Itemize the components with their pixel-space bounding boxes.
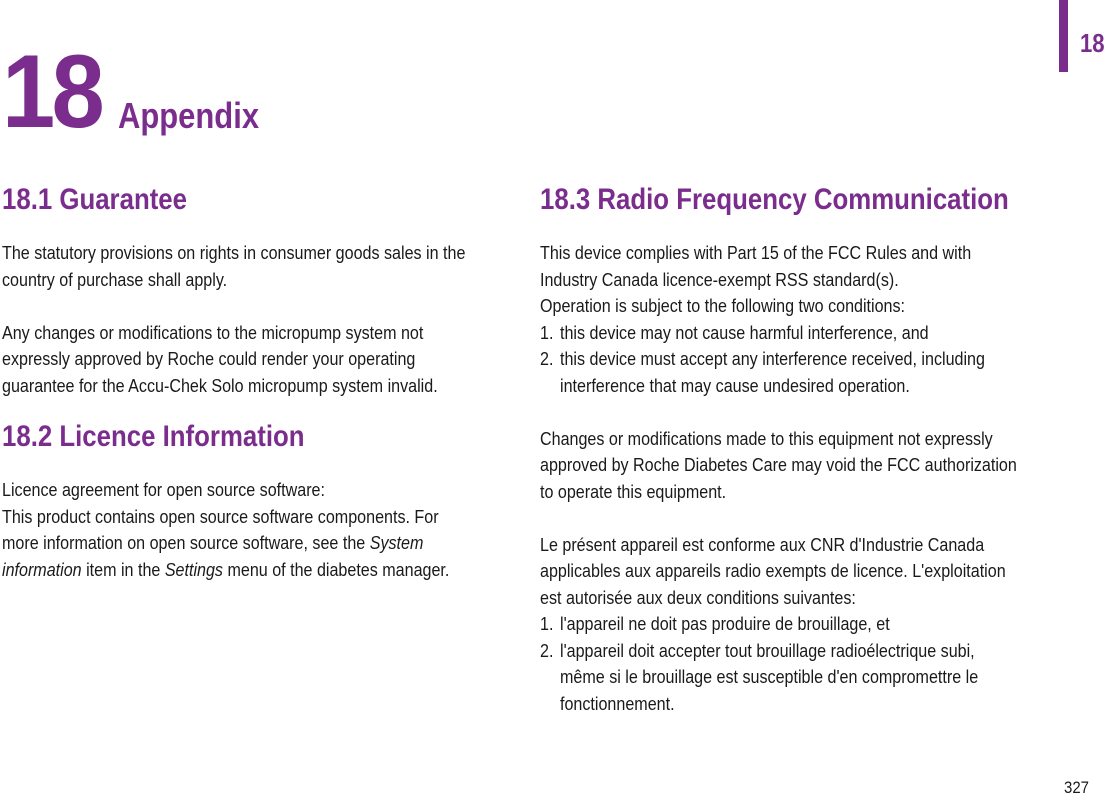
chapter-number: 18 bbox=[2, 34, 102, 150]
guarantee-paragraph-2-line-1: Any changes or modifications to the micropump system not bbox=[2, 321, 424, 343]
chapter-title: Appendix bbox=[118, 95, 260, 136]
licence-line-3 bbox=[2, 530, 444, 557]
fcc-line-1: This device complies with Part 15 of the FCC Rules and with bbox=[540, 242, 972, 263]
left-column bbox=[2, 180, 510, 583]
licence-line-4 bbox=[2, 557, 450, 584]
list-number: 1. bbox=[540, 321, 554, 343]
fcc-line-3: Operation is subject to the following two conditions: bbox=[540, 295, 906, 316]
fcc-condition-1 bbox=[540, 320, 992, 347]
guarantee-paragraph-2-line-2: expressly approved by Roche could render your operating bbox=[2, 348, 416, 369]
french-line-2: applicables aux appareils radio exempts de licence. L'exploitation bbox=[540, 560, 1006, 581]
page-number: 327 bbox=[1064, 778, 1089, 797]
radio-frequency-heading: 18.3 Radio Frequency Communication bbox=[540, 183, 1009, 216]
fcc-changes-line-1: Changes or modifications made to this equipment not expressly bbox=[540, 427, 993, 449]
chapter-tab-number: 18 bbox=[1080, 28, 1105, 58]
fcc-changes-line-2: approved by Roche Diabetes Care may void the FCC authorization bbox=[540, 454, 1017, 475]
fcc-condition-2 bbox=[540, 346, 992, 373]
fcc-condition-2-continued bbox=[540, 373, 992, 400]
list-text: l'appareil ne doit pas produire de brouillage, et bbox=[560, 613, 890, 634]
list-text: l'appareil doit accepter tout brouillage radioélectrique subi, bbox=[560, 639, 975, 661]
list-text: fonctionnement. bbox=[560, 692, 675, 714]
list-number: 2. bbox=[540, 639, 554, 661]
chapter-tab-bar bbox=[1059, 0, 1068, 72]
licence-line-1: Licence agreement for open source software: bbox=[2, 479, 325, 500]
list-number: 1. bbox=[540, 613, 554, 634]
guarantee-paragraph-1-line-2: country of purchase shall apply. bbox=[2, 268, 228, 290]
licence-line-4-text-a: item in the bbox=[81, 558, 165, 580]
licence-line-2: This product contains open source software components. For bbox=[2, 505, 439, 527]
licence-line-4-text-b: menu of the diabetes manager. bbox=[222, 558, 450, 580]
french-line-1: Le présent appareil est conforme aux CNR d'Industrie Canada bbox=[540, 533, 985, 555]
french-condition-1 bbox=[540, 611, 992, 638]
french-condition-2-continued-2 bbox=[540, 691, 992, 718]
french-line-3: est autorisée aux deux conditions suivantes: bbox=[540, 586, 856, 608]
list-text: même si le brouillage est susceptible d'en compromettre le bbox=[560, 666, 979, 687]
fcc-line-2: Industry Canada licence-exempt RSS standard(s). bbox=[540, 268, 899, 290]
list-text: this device may not cause harmful interference, and bbox=[560, 321, 929, 343]
french-condition-2 bbox=[540, 638, 992, 665]
list-number: 2. bbox=[540, 348, 554, 369]
licence-heading: 18.2 Licence Information bbox=[2, 420, 305, 453]
guarantee-heading: 18.1 Guarantee bbox=[2, 183, 188, 216]
guarantee-paragraph-2-line-3: guarantee for the Accu-Chek Solo micropump system invalid. bbox=[2, 374, 438, 396]
licence-line-3-text: more information on open source software, see the bbox=[2, 532, 370, 553]
list-text: this device must accept any interference received, including bbox=[560, 348, 985, 369]
right-column bbox=[540, 180, 1060, 717]
settings-term: Settings bbox=[164, 558, 223, 580]
fcc-changes-line-3: to operate this equipment. bbox=[540, 480, 727, 502]
list-text: interference that may cause undesired operation. bbox=[560, 374, 910, 396]
system-information-term-part-2: information bbox=[2, 558, 82, 580]
french-condition-2-continued-1 bbox=[540, 664, 992, 691]
system-information-term-part-1: System bbox=[369, 532, 424, 553]
guarantee-paragraph-1-line-1: The statutory provisions on rights in consumer goods sales in the bbox=[2, 242, 466, 263]
